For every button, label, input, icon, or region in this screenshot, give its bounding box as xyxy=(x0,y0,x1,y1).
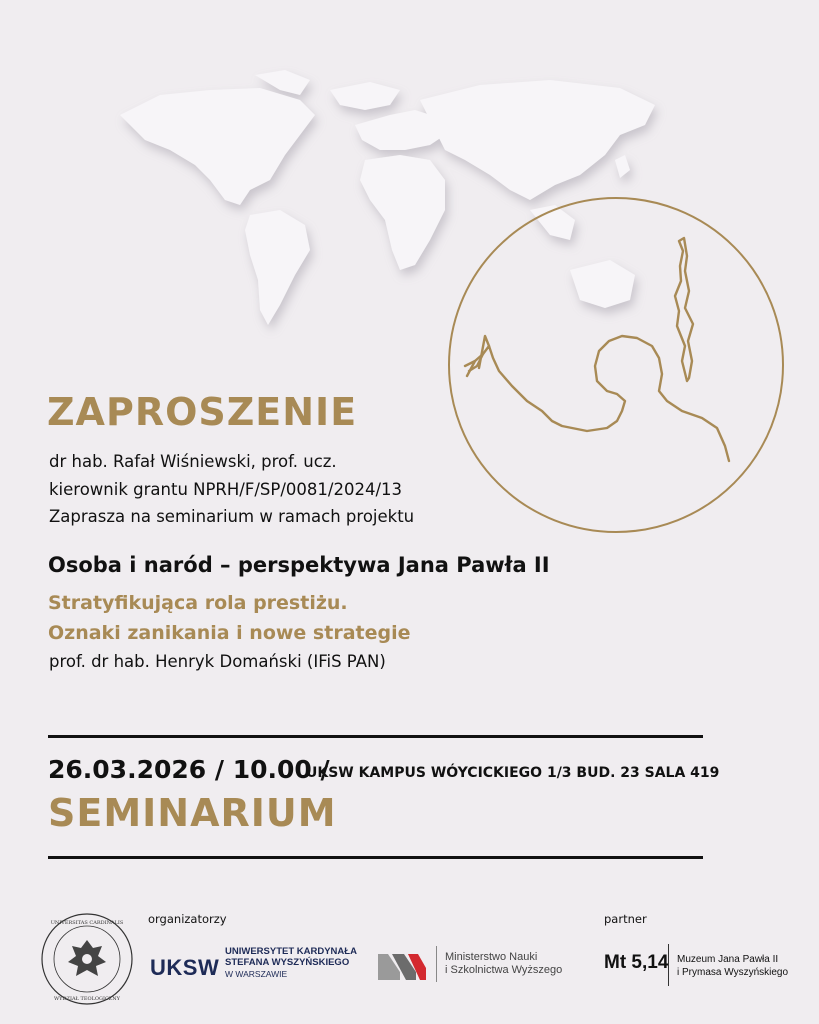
grant-number: kierownik grantu NPRH/F/SP/0081/2024/13 xyxy=(49,480,402,499)
svg-text:UNIVERSITAS CARDINALIS: UNIVERSITAS CARDINALIS xyxy=(50,920,124,926)
ministry-logo-icon xyxy=(378,950,426,980)
uksw-city: W WARSZAWIE xyxy=(225,969,288,979)
invitation-title: ZAPROSZENIE xyxy=(47,390,358,434)
lecture-subtitle-line-1: Stratyfikująca rola prestiżu. xyxy=(48,592,348,614)
ministry-name-line-2: i Szkolnictwa Wyższego xyxy=(445,964,563,976)
uksw-logo: UKSW xyxy=(150,955,220,980)
museum-name-line-1: Muzeum Jana Pawła II xyxy=(677,954,779,965)
ministry-name xyxy=(445,951,562,977)
organizers-label: organizatorzy xyxy=(148,912,227,926)
host-name: dr hab. Rafał Wiśniewski, prof. ucz. xyxy=(49,452,337,471)
museum-name xyxy=(677,953,788,979)
divider-bottom xyxy=(48,856,703,859)
event-datetime: 26.03.2026 / 10.00 / xyxy=(48,755,330,784)
ministry-separator xyxy=(436,946,437,982)
uksw-name xyxy=(225,946,357,968)
museum-name-line-2: i Prymasa Wyszyńskiego xyxy=(677,967,789,978)
project-title: Osoba i naród – perspektywa Jana Pawła II xyxy=(48,553,550,577)
invitation-text: Zaprasza na seminarium w ramach projektu xyxy=(49,507,415,526)
lecture-subtitle-line-2: Oznaki zanikania i nowe strategie xyxy=(48,622,411,644)
pope-silhouette-icon xyxy=(447,196,785,534)
partner-label: partner xyxy=(604,912,647,926)
partner-logo: Mt 5,14 xyxy=(604,952,669,973)
divider-top xyxy=(48,735,703,738)
ministry-name-line-1: Ministerstwo Nauki xyxy=(445,951,538,963)
speaker-name: prof. dr hab. Henryk Domański (IFiS PAN) xyxy=(49,652,386,671)
uksw-name-line-1: UNIWERSYTET KARDYNAŁA xyxy=(225,946,357,957)
university-seal-icon xyxy=(40,912,134,1006)
partner-separator xyxy=(668,944,669,986)
event-location: UKSW KAMPUS WÓYCICKIEGO 1/3 BUD. 23 SALA 419 xyxy=(306,765,720,781)
uksw-name-line-2: STEFANA WYSZYŃSKIEGO xyxy=(225,957,350,968)
svg-text:WYDZIAŁ TEOLOGICZNY: WYDZIAŁ TEOLOGICZNY xyxy=(54,996,120,1002)
event-type: SEMINARIUM xyxy=(48,791,337,835)
